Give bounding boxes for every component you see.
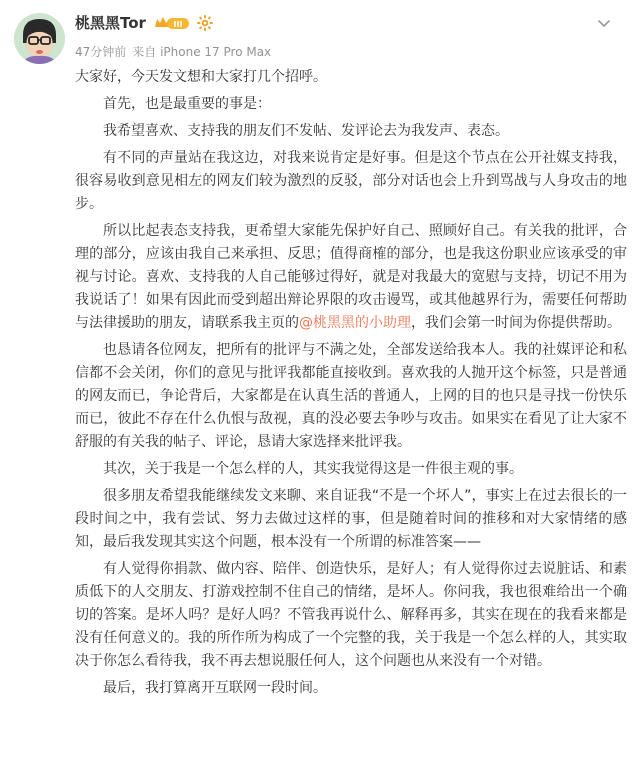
vip-badge[interactable] <box>154 15 190 31</box>
post-paragraph: 有人觉得你捐款、做内容、陪伴、创造快乐，是好人；有人觉得你过去说脏话、和素质低下的人交朋友、打游戏控制不住自己的情绪，是坏人。你问我，我也很难给出一个确切的答案。是坏人吗？是好人吗？不管我再说什么、解释再多，其实在现在的我看来都是没有任何意义的。我的所作所为构成了一个完整的我，关于我是一个怎么样的人，其实取决于你怎么看待我，我不再去想说服任何人，这个问题也从来没有一个对错。 <box>75 561 627 669</box>
paragraph-text: 所以比起表态支持我，更希望大家能先保护好自己、照顾好自己。有关我的批评，合理的部分，应该由我自己来承担、反思；值得商榷的部分，也是我这份职业应该承受的审视与讨论。喜欢、支持我的人自己能够过得好，就是对我最大的宽慰与支持，切记不用为我说话了！如果有因此而受到超出辩论界限的攻击谩骂，或其他越界行为，需要任何帮助与法律援助的朋友，请联系我主页的 <box>75 223 627 331</box>
post-paragraph: 最后，我打算离开互联网一段时间。 <box>103 680 327 696</box>
mention-link[interactable]: @桃黑黑的小助理 <box>299 315 411 331</box>
post-meta <box>75 43 271 61</box>
post-source: 来自 iPhone 17 Pro Max <box>132 45 272 59</box>
post-paragraph: 很多朋友希望我能继续发文来聊、来自证我“不是一个坏人”，事实上在过去很长的一段时间之中，我有尝试、努力去做过这样的事，但是随着时间的推移和对大家情绪的感知，最后我发现其实这个问题，根本没有一个所谓的标准答案—— <box>75 488 627 550</box>
paragraph-text: ，我们会第一时间为你提供帮助。 <box>411 315 621 331</box>
post-paragraph: 大家好，今天发文想和大家打几个招呼。 <box>75 69 327 85</box>
post-paragraph: 也恳请各位网友，把所有的批评与不满之处，全部发送给我本人。我的社媒评论和私信都不会关闭，你们的意见与批评我都能直接收到。喜欢我的人抛开这个标签，只是普通的网友而已，争论背后，大家都是在认真生活的普通人，上网的目的也只是寻找一份快乐而已，彼此不存在什么仇恨与敌视，真的没必要去争吵与攻击。如果实在看见了让大家不舒服的有关我的帖子、评论，恳请大家选择来批评我。 <box>75 342 627 450</box>
post-paragraph: 我希望喜欢、支持我的朋友们不发帖、发评论去为我发声、表态。 <box>103 123 509 139</box>
post-paragraph: 其次，关于我是一个怎么样的人，其实我觉得这是一件很主观的事。 <box>103 461 523 477</box>
chevron-down-icon[interactable] <box>594 13 614 33</box>
post-time[interactable]: 47分钟前 <box>75 45 127 59</box>
crown-icon <box>154 15 190 31</box>
username[interactable]: 桃黑黑Tor <box>75 14 146 32</box>
post-paragraph <box>75 220 627 335</box>
post-paragraph: 首先，也是最重要的事是： <box>103 96 271 112</box>
sun-badge-icon[interactable] <box>196 14 214 32</box>
avatar-image <box>14 13 65 64</box>
vip-level: III <box>173 20 183 29</box>
post-paragraph: 有不同的声量站在我这边，对我来说肯定是好事。但是这个节点在公开社媒支持我，很容易收到意见相左的网友们较为激烈的反驳，部分对话也会上升到骂战与人身攻击的地步。 <box>75 150 627 212</box>
avatar[interactable] <box>14 13 65 64</box>
post-content <box>75 66 627 704</box>
